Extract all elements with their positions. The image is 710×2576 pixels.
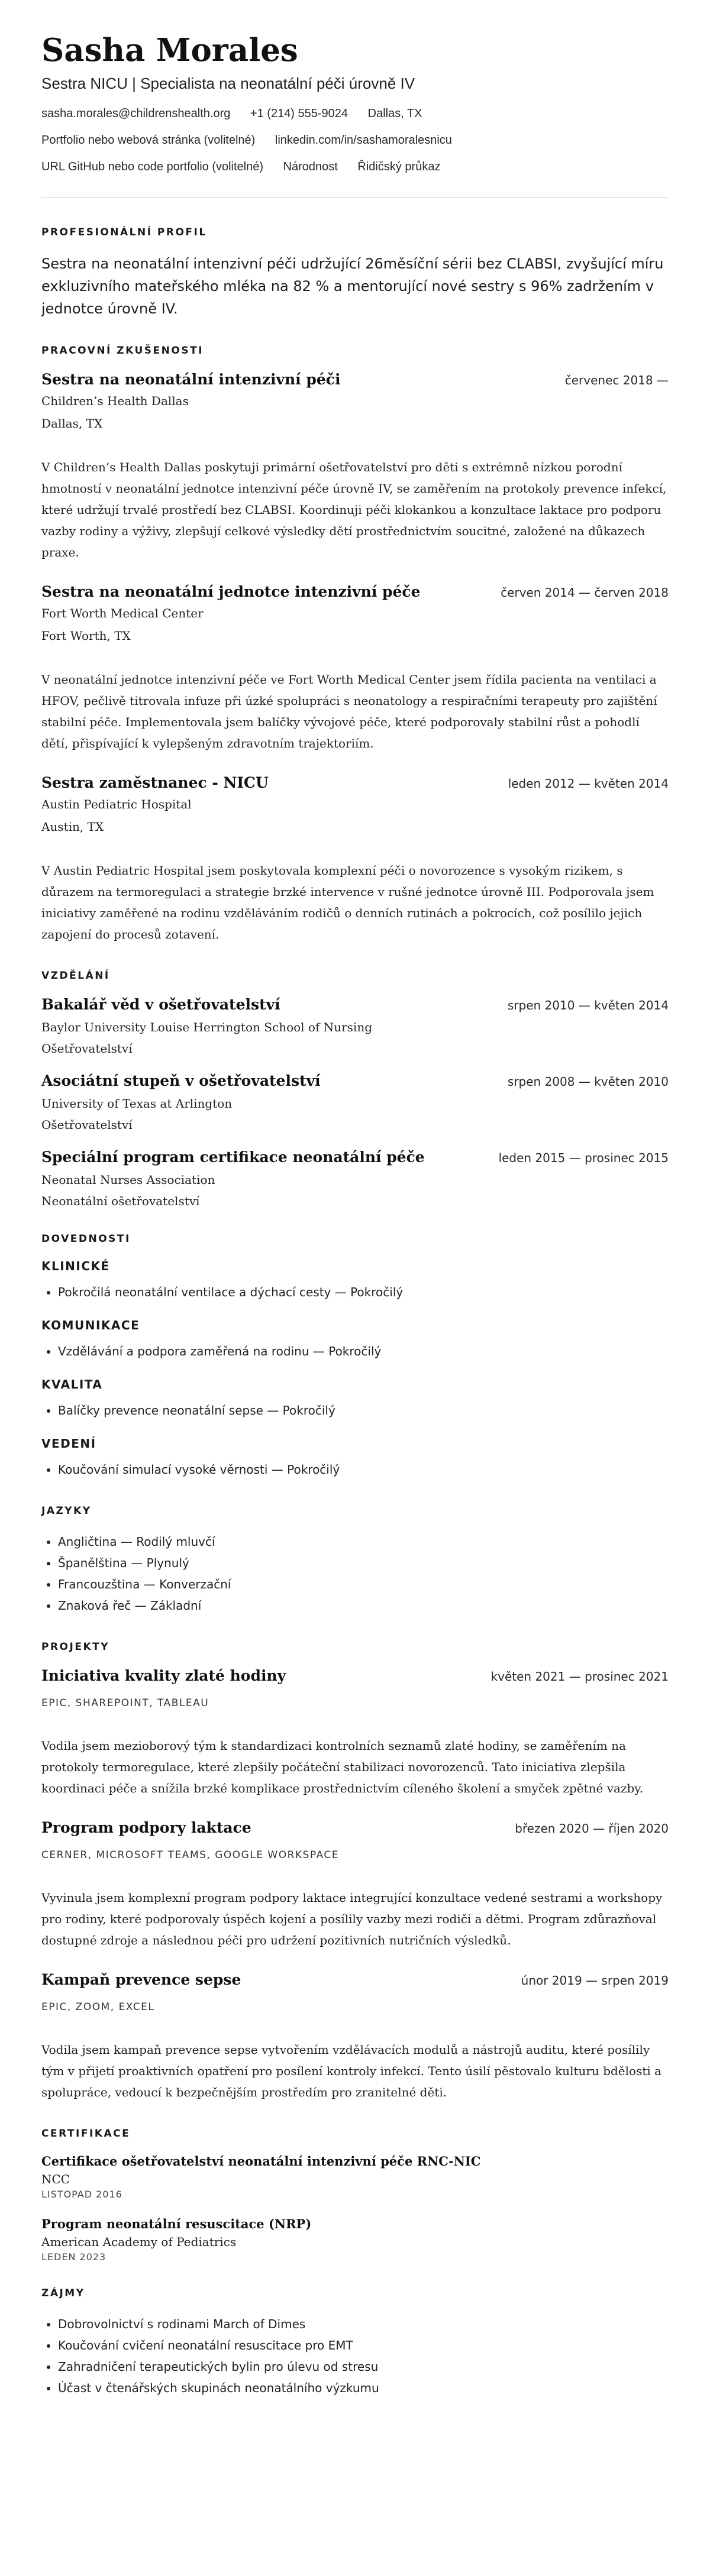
experience-entry (41, 371, 669, 563)
list-item: • Znaková řeč — Základní (58, 1595, 669, 1616)
license-text: Řidičský průkaz (357, 160, 441, 174)
degree-title: Bakalář věd v ošetřovatelství (41, 996, 280, 1014)
email-link[interactable]: sasha.morales@childrenshealth.org (41, 107, 231, 121)
skill-category: KLINICKÉ (41, 1259, 110, 1274)
job-employer: Children’s Health Dallas (41, 394, 189, 409)
project-entry (41, 1971, 669, 2103)
phone-text: +1 (214) 555-9024 (250, 107, 348, 121)
job-date: červenec 2018 — (564, 373, 669, 388)
github-link[interactable]: URL GitHub nebo code portfolio (volitelné) (41, 160, 264, 174)
certification-date: LISTOPAD 2016 (41, 2189, 122, 2200)
field-of-study: Neonatální ošetřovatelství (41, 1194, 200, 1209)
skill-group (41, 1259, 669, 1303)
degree-date: srpen 2008 — květen 2010 (507, 1075, 669, 1089)
education-entry (41, 1072, 669, 1132)
portfolio-link[interactable]: Portfolio nebo webová stránka (volitelné) (41, 134, 256, 147)
education-section (41, 970, 669, 1208)
contact-row-primary (41, 107, 669, 121)
skill-group (41, 1377, 669, 1421)
section-title: ZÁJMY (41, 2287, 85, 2300)
certification-entry (41, 2216, 669, 2263)
project-entry (41, 1667, 669, 1799)
section-title: CERTIFIKACE (41, 2128, 131, 2140)
projects-section (41, 1641, 669, 2103)
certification-date: LEDEN 2023 (41, 2251, 106, 2263)
job-title: Sestra na neonatální jednotce intenzivní péče (41, 583, 421, 601)
contact-row-extra (41, 160, 669, 174)
job-description: V Children’s Health Dallas poskytuji primární ošetřovatelství pro děti s extrémně nízkou porodní hmotností v neonatální jednotce intenzivní péče úrovně IV, se zaměřením na protokoly prevence infekcí, které udržují trvalé prostředí bez CLABSI. Koordinuji péči klokankou a konzultace laktace pro podporu vazby rodiny a výživy, zlepšují celkové výsledky dětí prostřednictvím soucitné, založené na důkazech praxe. (41, 460, 667, 560)
resume-header (41, 33, 669, 198)
interests-list (41, 2313, 669, 2399)
list-item: • Pokročilá neonatální ventilace a dýchací cesty — Pokročilý (58, 1281, 669, 1303)
job-location: Dallas, TX (41, 416, 103, 431)
degree-date: srpen 2010 — květen 2014 (507, 998, 669, 1013)
certifications-section (41, 2128, 669, 2263)
section-title: VZDĚLÁNÍ (41, 970, 110, 982)
experience-section (41, 345, 669, 945)
list-item: • Balíčky prevence neonatální sepse — Pokročilý (58, 1400, 669, 1421)
section-title: PROFESIONÁLNÍ PROFIL (41, 226, 207, 239)
field-of-study: Ošetřovatelství (41, 1118, 133, 1132)
job-location: Fort Worth, TX (41, 629, 131, 643)
section-title: JAZYKY (41, 1505, 92, 1517)
education-entry (41, 996, 669, 1056)
certification-title: Program neonatální resuscitace (NRP) (41, 2216, 312, 2232)
job-title: Sestra zaměstnanec - NICU (41, 774, 269, 792)
languages-section (41, 1505, 669, 1616)
job-description: V Austin Pediatric Hospital jsem poskytovala komplexní péči o novorozence s vysokým rizikem, s důrazem na termoregulaci a strategie brzké intervence v rušné jednotce úrovně III. Podporovala jsem iniciativy zaměřené na rodinu vzděláváním rodičů o denních rutinách a pokrocích, což posílilo jejich zapojení do procesů zotavení. (41, 863, 654, 942)
project-date: březen 2020 — říjen 2020 (515, 1821, 669, 1836)
degree-date: leden 2015 — prosinec 2015 (498, 1151, 669, 1166)
contact-row-links (41, 134, 669, 147)
section-title: PROJEKTY (41, 1641, 110, 1653)
certification-issuer: NCC (41, 2172, 70, 2187)
interests-section (41, 2287, 669, 2399)
project-technologies: EPIC, ZOOM, EXCEL (41, 2001, 155, 2014)
job-title: Sestra na neonatální intenzivní péči (41, 371, 341, 389)
candidate-name: Sasha Morales (41, 32, 298, 69)
candidate-headline: Sestra NICU | Specialista na neonatální péči úrovně IV (41, 75, 415, 93)
skills-section (41, 1233, 669, 1480)
section-title: PRACOVNÍ ZKUŠENOSTI (41, 345, 204, 357)
job-employer: Austin Pediatric Hospital (41, 797, 192, 812)
summary-text: Sestra na neonatální intenzivní péči udržující 26měsíční sérii bez CLABSI, zvyšující míru exkluzivního mateřského mléka na 82 % a mentorující nové sestry s 96% zadržením v jednotce úrovně IV. (41, 255, 664, 318)
school-name: Baylor University Louise Herrington School of Nursing (41, 1020, 373, 1035)
list-item: • Koučování simulací vysoké věrnosti — Pokročilý (58, 1459, 669, 1480)
linkedin-link[interactable]: linkedin.com/in/sashamoralesnicu (275, 134, 452, 147)
list-item: • Účast v čtenářských skupinách neonatálního výzkumu (58, 2377, 669, 2399)
list-item: • Zahradničení terapeutických bylin pro úlevu od stresu (58, 2356, 669, 2377)
project-entry (41, 1819, 669, 1951)
list-item: • Dobrovolnictví s rodinami March of Dimes (58, 2313, 669, 2335)
summary-section (41, 226, 669, 320)
project-title: Iniciativa kvality zlaté hodiny (41, 1667, 286, 1685)
list-item: • Vzdělávání a podpora zaměřená na rodinu — Pokročilý (58, 1341, 669, 1362)
project-technologies: EPIC, SHAREPOINT, TABLEAU (41, 1697, 209, 1710)
experience-entry (41, 774, 669, 945)
certification-title: Certifikace ošetřovatelství neonatální intenzivní péče RNC-NIC (41, 2154, 481, 2169)
skill-group (41, 1318, 669, 1362)
degree-title: Asociátní stupeň v ošetřovatelství (41, 1072, 321, 1090)
skill-group (41, 1436, 669, 1480)
field-of-study: Ošetřovatelství (41, 1041, 133, 1056)
project-description: Vodila jsem kampaň prevence sepse vytvořením vzdělávacích modulů a nástrojů auditu, které posílily tým v přijetí proaktivních opatření pro posílení kontroly infekcí. Tento úsilí pěstovalo kulturu bdělosti a spolupráce, vedoucí k bezpečnějším prostředím pro zranitelné děti. (41, 2043, 662, 2100)
experience-entry (41, 583, 669, 754)
languages-list (41, 1531, 669, 1616)
project-date: květen 2021 — prosinec 2021 (490, 1669, 669, 1684)
degree-title: Speciální program certifikace neonatální péče (41, 1148, 425, 1166)
section-title: DOVEDNOSTI (41, 1233, 131, 1245)
list-item: • Koučování cvičení neonatální resuscitace pro EMT (58, 2335, 669, 2356)
skill-category: VEDENÍ (41, 1436, 96, 1451)
skill-category: KOMUNIKACE (41, 1318, 140, 1333)
job-employer: Fort Worth Medical Center (41, 606, 204, 621)
project-title: Program podpory laktace (41, 1819, 251, 1837)
school-name: Neonatal Nurses Association (41, 1173, 215, 1187)
certification-entry (41, 2154, 669, 2200)
job-description: V neonatální jednotce intenzivní péče ve Fort Worth Medical Center jsem řídila pacienta na ventilaci a HFOV, pečlivě titrovala infuze při úzké spolupráci s neonatology a respiračními terapeuty pro zajištění stabilní péče. Implementovala jsem balíčky vývojové péče, které podporovaly stabilní růst a pohodlí dětí, přispívající k vylepšeným zdravotním trajektoriím. (41, 672, 657, 751)
job-date: červen 2014 — červen 2018 (501, 585, 669, 600)
project-technologies: CERNER, MICROSOFT TEAMS, GOOGLE WORKSPACE (41, 1849, 339, 1862)
project-date: únor 2019 — srpen 2019 (521, 1973, 669, 1988)
location-text: Dallas, TX (367, 107, 422, 121)
list-item: • Španělština — Plynulý (58, 1552, 669, 1574)
school-name: University of Texas at Arlington (41, 1096, 233, 1111)
education-entry (41, 1148, 669, 1208)
job-location: Austin, TX (41, 820, 104, 834)
list-item: • Francouzština — Konverzační (58, 1574, 669, 1595)
skill-category: KVALITA (41, 1377, 103, 1392)
project-description: Vodila jsem mezioborový tým k standardizaci kontrolních seznamů zlaté hodiny, se zaměřením na protokoly termoregulace, které zlepšily počáteční stabilizaci novorozenců. Tato iniciativa zlepšila koordinaci péče a snížila brzké komplikace prostřednictvím cíleného školení a smyček zpětné vazby. (41, 1739, 644, 1796)
list-item: • Angličtina — Rodilý mluvčí (58, 1531, 669, 1552)
job-date: leden 2012 — květen 2014 (508, 776, 669, 791)
project-title: Kampaň prevence sepse (41, 1971, 241, 1989)
project-description: Vyvinula jsem komplexní program podpory laktace integrující konzultace vedené sestrami a workshopy pro rodiny, které podporovaly úspěch kojení a posílily vazby mezi rodiči a dětmi. Program zdůrazňoval dostupné zdroje a následnou péči pro udržení pozitivních nutričních výsledků. (41, 1891, 663, 1948)
certification-issuer: American Academy of Pediatrics (41, 2235, 237, 2250)
nationality-text: Národnost (283, 160, 338, 174)
